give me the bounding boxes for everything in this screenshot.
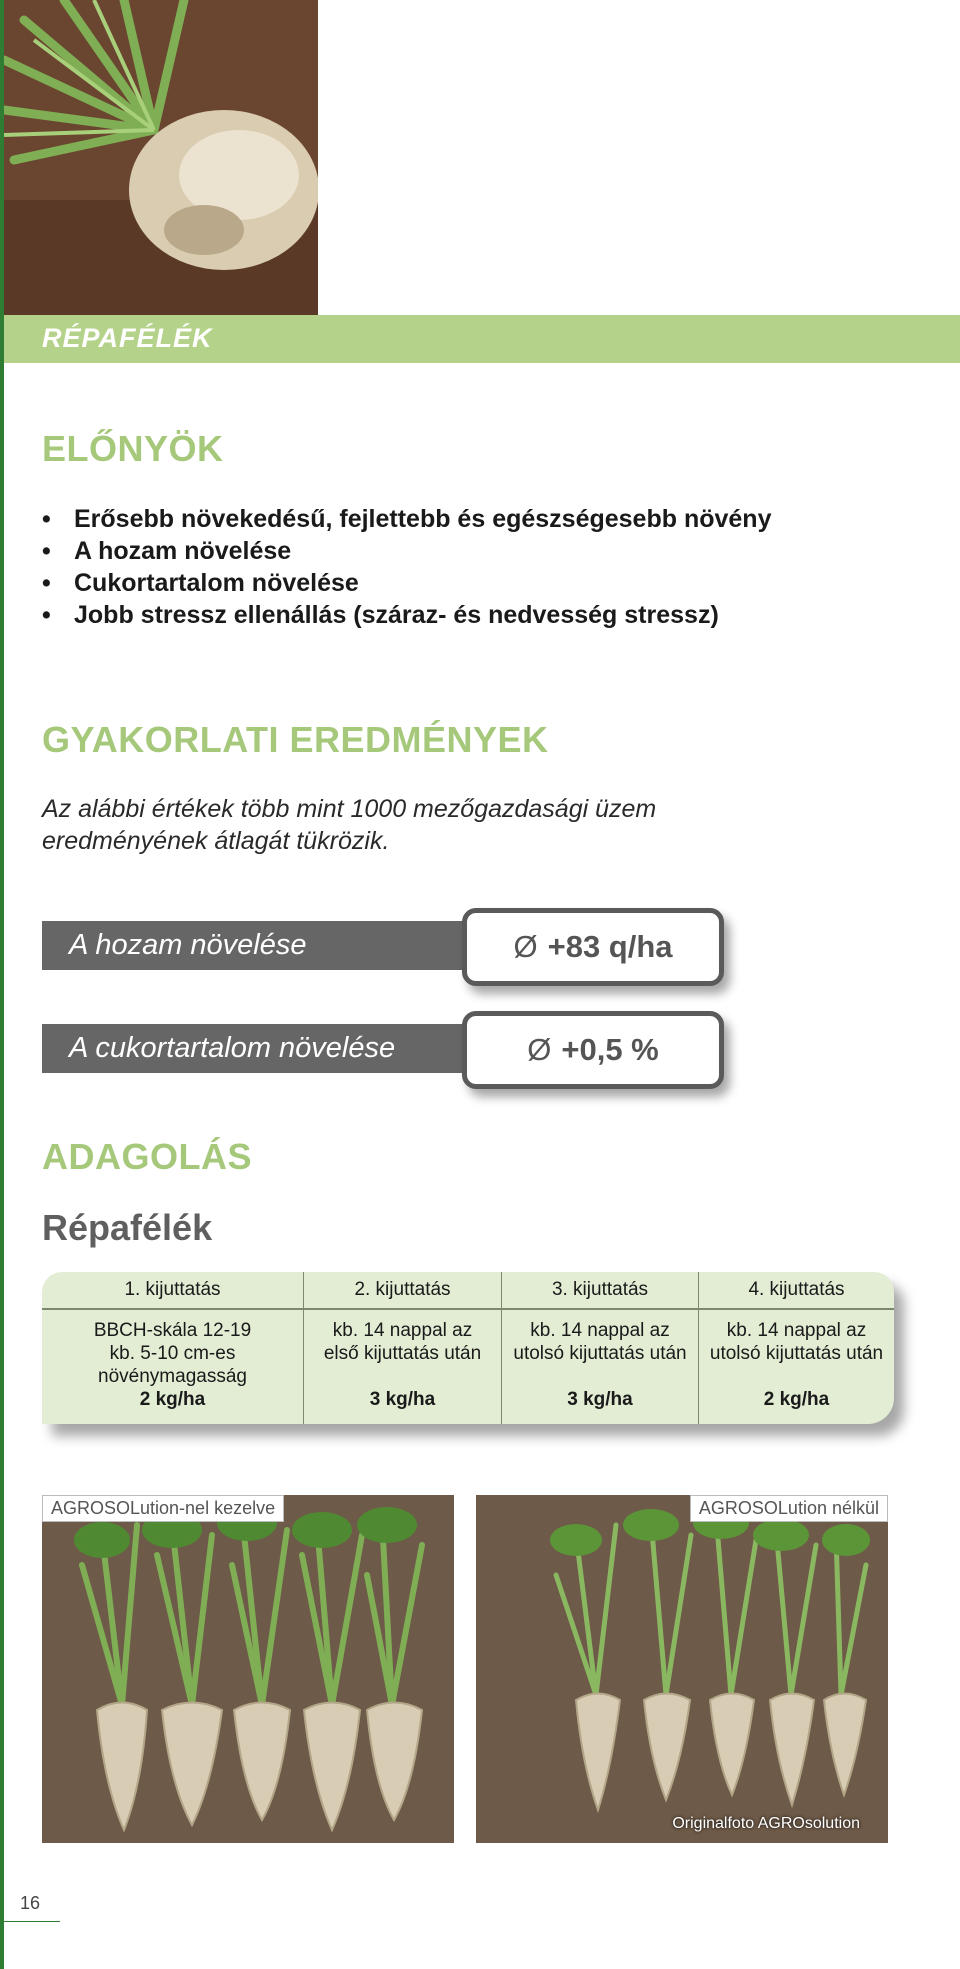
yield-result-row — [42, 908, 732, 994]
benefits-heading: ELŐNYÖK — [42, 428, 224, 469]
bullet-icon: • — [42, 569, 51, 597]
page-number: 16 — [20, 1893, 41, 1913]
dosing-heading: ADAGOLÁS — [42, 1136, 252, 1177]
column-header: 1. kijuttatás — [42, 1272, 304, 1308]
dose-amount: 3 kg/ha — [567, 1389, 633, 1410]
result-value: +83 q/ha — [547, 929, 673, 964]
column-header: 4. kijuttatás — [748, 1279, 845, 1300]
section-banner — [4, 315, 960, 363]
sugar-result-row — [42, 1011, 732, 1097]
dose-amount: 2 kg/ha — [763, 1389, 830, 1410]
untreated-beets-photo — [476, 1495, 888, 1843]
sugar-beet-photo — [4, 0, 318, 315]
dosing-subheading: Répafélék — [42, 1207, 213, 1248]
bullet-icon: • — [42, 537, 51, 565]
photo-credit: Originalfoto AGROsolution — [672, 1815, 860, 1832]
results-heading: GYAKORLATI EREDMÉNYEK — [42, 719, 549, 760]
result-label: A hozam növelése — [42, 921, 472, 970]
column-header: 3. kijuttatás — [502, 1272, 699, 1308]
table-row — [42, 1310, 894, 1424]
result-label: A cukortartalom növelése — [42, 1024, 472, 1073]
dosing-table — [42, 1272, 894, 1424]
result-value-box — [462, 908, 724, 986]
untreated-photo-label: AGROSOLution nélkül — [690, 1495, 888, 1522]
results-intro: Az alábbi értékek több mint 1000 mezőgazdasági üzem eredményének átlagát tükrözik. — [42, 795, 657, 855]
section-banner-title: RÉPAFÉLÉK — [42, 323, 213, 353]
list-item: • A hozam növelése — [42, 537, 292, 565]
list-item: • Erősebb növekedésű, fejlettebb és egészségesebb növény — [42, 505, 772, 533]
table-header — [42, 1272, 894, 1310]
table-cell: kb. 14 nappal az első kijuttatás után 3 kg/ha — [304, 1310, 502, 1424]
page-number-rule — [4, 1921, 60, 1922]
dose-amount: 3 kg/ha — [369, 1389, 436, 1410]
bullet-icon: • — [42, 601, 51, 629]
average-symbol: Ø — [513, 929, 538, 964]
table-cell: BBCH-skála 12-19 kb. 5-10 cm-es növénymagasság 2 kg/ha — [42, 1310, 304, 1424]
average-symbol: Ø — [527, 1032, 552, 1067]
benefits-list — [42, 503, 771, 631]
result-value-box — [462, 1011, 724, 1089]
list-item: • Cukortartalom növelése — [42, 569, 359, 597]
table-cell: kb. 14 nappal az utolsó kijuttatás után 2 kg/ha — [699, 1310, 894, 1424]
list-item: • Jobb stressz ellenállás (száraz- és nedvesség stressz) — [42, 601, 719, 629]
table-cell: kb. 14 nappal az utolsó kijuttatás után 3 kg/ha — [502, 1310, 699, 1424]
treated-beets-photo — [42, 1495, 454, 1843]
column-header: 2. kijuttatás — [304, 1272, 502, 1308]
treated-photo-label: AGROSOLution-nel kezelve — [42, 1495, 284, 1522]
bullet-icon: • — [42, 505, 51, 533]
dose-amount: 2 kg/ha — [139, 1389, 206, 1410]
result-value: +0,5 % — [561, 1032, 659, 1067]
